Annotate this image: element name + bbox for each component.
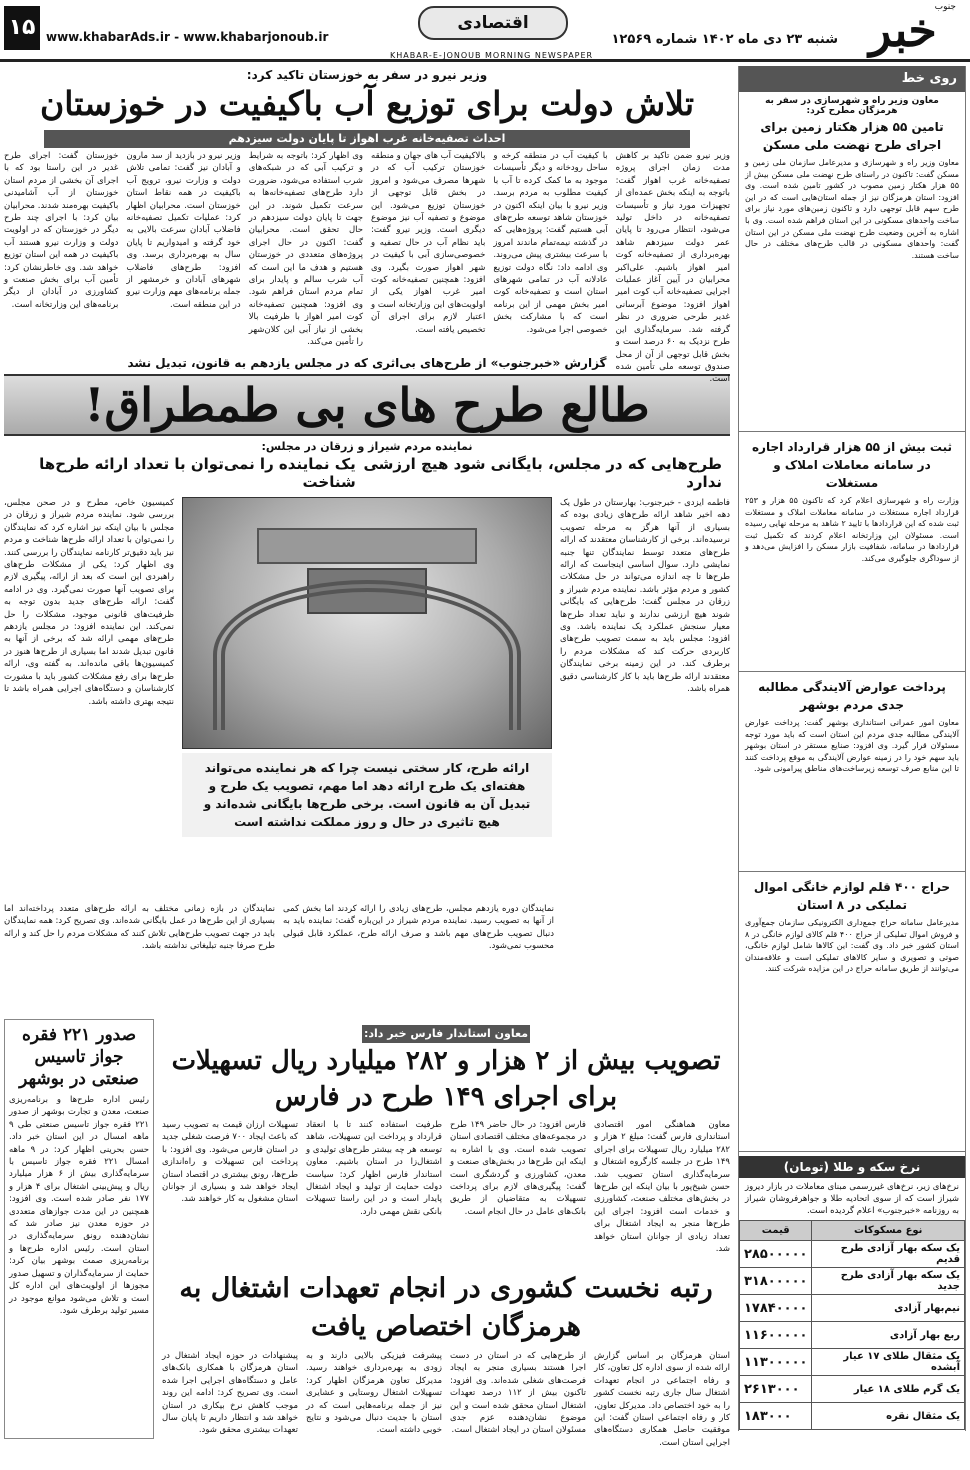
sidebar-block (739, 672, 965, 872)
story1-column: بالاکیفیت آب های جهان و منطقه خوزستان ترکیب آب که در شهرها مصرف می‌شود و امروز در بخش قابل توجهی از خوزستان توزیع می‌شود. این موضوع و تصفیه آب نیز موضوع دیگری است. وزیر نیرو گفت: باید نظام آب در حال تصفیه و خصوصی‌سازی آبی با کیفیت در شهر اهواز صورت بگیرد. وی افزود: همچنین تصفیه‌خانه کوت امیر غرب اهواز یکی از اولویت‌های این وزارتخانه است و اعتبار لازم برای اجرای آن تخصیص یافته است. (371, 151, 486, 335)
story4-headline[interactable]: رتبه نخست کشوری در انجام تعهدات اشتغال به هرمزگان اختصاص یافت (179, 1273, 713, 1342)
sidebar-headline[interactable]: حراج ۴۰۰ قلم لوازم خانگی اموال تملیکی در ۸ استان (753, 880, 951, 912)
sidebar-body: معاون وزیر راه و شهرسازی و مدیرعامل سازمان ملی زمین و مسکن گفت: تاکنون در راستای طرح نهضت ملی مسکن بیش از ۵۵ هزار هکتار زمین مصوب در کشور تامین شده است. وی افزود: استان هرمزگان نیز از جمله استان‌هایی است که در این طرح سهم قابل توجهی دارد و تاکنون زمین‌های مورد نیاز برای ساخت واحدهای مسکونی در این استان فراهم شده است. وی با اشاره به آخرین وضعیت طرح نهضت ملی مسکن در این استان گفت: واحدهای مسکونی در قالب طرح‌های مختلف در حال ساخت هستند. (745, 158, 959, 260)
page-number: ۱۵ (4, 6, 40, 50)
story1-column: با کیفیت آب در منطقه کرخه و ساحل رودخانه و دیگر تأسیسات موجود به ما کمک کرده تا آب با کیفیت مطلوب به مردم برسد. وزیر نیرو با بیان اینکه اکنون در خوزستان شاهد توسعه طرح‌های آبی هستیم گفت: پروژه‌هایی که در گذشته نیمه‌تمام ماندند امروز با سرعت بیشتری پیش می‌روند. وی ادامه داد: نگاه دولت توزیع عادلانه آب در تمامی شهرهای استان است و تصفیه‌خانه کوت امیر بخش مهمی از این برنامه است که با مشارکت بخش خصوصی اجرا می‌شود. (493, 151, 608, 335)
story1-headline[interactable]: تلاش دولت برای توزیع آب باکیفیت در خوزستان (39, 84, 695, 123)
sidebar-kicker: معاون وزیر راه و شهرسازی در سفر به هرمزگان مطرح کرد: (765, 96, 939, 116)
story2-column: نمایندگان در بازه زمانی مختلف به ارائه طرح‌های متعدد پرداخته‌اند اما بسیاری از این طرح‌ها در عمل بایگانی شده‌اند. وی تصریح کرد: همه نمایندگان باید در جهت تصویب طرح‌هایی تلاش کنند که مشکلات مردم را حل کند و ارائه طرح صرفا جنبه تبلیغاتی نداشته باشد. (4, 904, 275, 952)
price-col-price: قیمت (740, 1221, 812, 1241)
coin-name: یک مثقال طلای ۱۷ عیار آبشده (812, 1349, 965, 1376)
coin-name: نیم‌بهار آزادی (812, 1295, 965, 1322)
left-box-headline[interactable]: صدور ۲۲۱ فقره جواز تاسیس صنعتی در بوشهر (19, 1025, 139, 1089)
sidebar-headline[interactable]: تامین ۵۵ هزار هکتار زمین برای اجرای طرح نهضت ملی مسکن (760, 120, 944, 152)
price-row (740, 1376, 965, 1403)
coin-price: ۱۱۶۰۰۰۰۰ (740, 1322, 812, 1349)
section-label: اقتصادی (418, 6, 568, 40)
story1-column: وی اظهار کرد: باتوجه به شرایط و ترکیب آبی که در شبکه‌های شرب استفاده می‌شود، ضرورت دارد طرح‌های تصفیه‌خانه‌ها به سرعت تکمیل شوند. در این جهت تا پایان دولت سیزدهم در حال تحقق است. محرابیان گفت: اکنون در حال اجرای پروژه‌های متعددی در خوزستان هستیم و هدف ما این است که آب شرب سالم و پایدار برای تمام مردم استان فراهم شود. وی افزود: همچنین تصفیه‌خانه کوت امیر اهواز با ظرفیت بالا بخشی از نیاز آبی این کلان‌شهر را تأمین می‌کند. (248, 151, 364, 348)
sidebar (738, 66, 966, 1431)
coin-price: ۲۸۵۰۰۰۰۰ (740, 1241, 812, 1268)
website-urls[interactable]: www.khabarAds.ir - www.khabarjonoub.ir (46, 30, 329, 44)
coin-price: ۲۶۱۳۰۰۰ (740, 1376, 812, 1403)
price-row (740, 1349, 965, 1376)
coin-name: یک سکه بهار آزادی طرح قدیم (812, 1241, 965, 1268)
story2-report-tag: گزارش «خبرجنوب» از طرح‌های بی‌اثری که در مجلس یازدهم به قانون، تبدیل نشد (127, 356, 607, 370)
price-row (740, 1322, 965, 1349)
story4-column: از طرح‌هایی که در استان در دست اجرا هستند بسیاری منجر به ایجاد فرصت‌های شغلی شده‌اند. وی افزود: تاکنون بیش از ۱۱۲ درصد تعهدات اشتغال استان محقق شده است و این موضوع نشان‌دهنده عزم جدی مسئولان استان در ایجاد اشتغال است. (450, 1351, 586, 1436)
sidebar-tag: روی خط (739, 66, 965, 92)
story2-banner-headline[interactable]: طالع طرح های بی طمطراق! (4, 374, 730, 436)
sidebar-headline[interactable]: پرداخت عوارض آلایندگی مطالبه جدی مردم بوشهر (758, 680, 946, 712)
masthead (0, 0, 970, 62)
coin-price: ۱۷۸۴۰۰۰۰ (740, 1295, 812, 1322)
parliament-photo (182, 497, 552, 749)
sidebar-headline[interactable]: ثبت بیش از ۵۵ هزار قرارداد اجاره در سامانه معاملات املاک و مستغلات (751, 440, 953, 490)
english-title: KHABAR-E-JONOUB MORNING NEWSPAPER (390, 51, 594, 60)
story3-column: طرفیت استفاده کنند تا با انعقاد قرارداد و پرداخت این تسهیلات، شاهد توسعه هر چه بیشتر طرح‌های تولیدی و اشتغال‌زا در استان باشیم. معاون استاندار فارس اظهار کرد: سیاست دولت حمایت از تولید و ایجاد اشتغال پایدار است و در این راستا تسهیلات بانکی نقش مهمی دارد. (306, 1120, 442, 1217)
coin-name: یک مثقال نقره (812, 1403, 965, 1430)
sidebar-block (739, 432, 965, 672)
sidebar-body: وزارت راه و شهرسازی اعلام کرد که تاکنون ۵۵ هزار و ۲۵۳ قرارداد اجاره مستغلات در سامانه معاملات املاک و مستغلات ثبت شده که این قراردادها با تایید ۲ شاهد به مرحله نهایی رسیده است. مسئولان این وزارتخانه اعلام کردند که تکمیل ثبت قراردادها در سامانه، شفافیت بازار مسکن را افزایش می‌دهد و از سوداگری جلوگیری می‌کند. (745, 496, 959, 563)
bushehr-permits-box (4, 1019, 154, 1439)
newspaper-logo-sub: جنوب (934, 2, 956, 12)
story4-column: استان هرمزگان بر اساس گزارش ارائه شده از سوی اداره کل تعاون، کار و رفاه اجتماعی در انجام تعهدات اشتغال سال جاری رتبه نخست کشور را به خود اختصاص داد. مدیرکل تعاون، کار و رفاه اجتماعی استان گفت: این موفقیت حاصل همکاری دستگاه‌های اجرایی استان است. (594, 1351, 730, 1448)
story1-column: خوزستان گفت: اجرای طرح غدیر در این راستا بود که با اجرای آن بخشی از مردم استان خوزستان از آب آشامیدنی باکیفیت بهره‌مند شدند. محرابیان بیان کرد: با اجرای چند طرح دیگر در خوزستان که در اولویت دولت و وزارت نیرو هستند آب باکیفیت در همه این استان توزیع خواهد شد. وی خاطرنشان کرد: تأمین آب برای بخش صنعت و کشاورزی در آبادان از دیگر برنامه‌های این وزارتخانه است. (4, 151, 119, 310)
sidebar-block (739, 92, 965, 432)
story2-subhead-right: طرح‌هایی که در مجلس، بایگانی شود هیچ ارزشی ندارد (363, 455, 722, 491)
left-box-body: رئیس اداره طرح‌ها و برنامه‌ریزی صنعت، معدن و تجارت بوشهر از صدور ۲۲۱ فقره جواز تاسیس صنعتی طی ۹ ماهه امسال در این استان خبر داد. حسن بحرینی اظهار کرد: در ۹ ماهه امسال ۲۲۱ فقره جواز تاسیس با سرمایه‌گذاری بیش از ۶ هزار میلیارد ریال و پیش‌بینی اشتغال برای ۴ هزار و ۱۷۷ نفر صادر شده است. وی افزود: همچنین در این مدت جوازهای متعددی در حوزه معدن نیز صادر شد که نشان‌دهنده رونق سرمایه‌گذاری در استان است. رئیس اداره طرح‌ها و برنامه‌ریزی صمت بوشهر بیان کرد: حمایت از سرمایه‌گذاران و تسهیل صدور مجوزها از اولویت‌های این اداره کل است و تلاش می‌شود موانع موجود در مسیر تولید برطرف شود. (9, 1095, 149, 1316)
story1-kicker: وزیر نیرو در سفر به خوزستان تاکید کرد: (246, 68, 488, 82)
price-row (740, 1403, 965, 1430)
story1-column: وزیر نیرو در بازدید از سد مارون و آبادان نیز گفت: تمامی تلاش دولت و وزارت نیرو، ترویج آب باکیفیت در همه نقاط استان خوزستان است. محرابیان اظهار کرد: عملیات تکمیل تصفیه‌خانه فاضلاب آبادان سرعت بالایی به خود گرفته و امیدواریم تا پایان سال به بهره‌برداری برسد. وی افزود: طرح‌های فاضلاب شهرهای آبادان و خرمشهر از جمله برنامه‌های مهم وزارت نیرو در این منطقه است. (126, 151, 241, 310)
story4-column: پیشرفت فیزیکی بالایی دارند و به زودی به بهره‌برداری خواهند رسید. مدیرکل تعاون هرمزگان اظهار کرد: تسهیلات اشتغال روستایی و عشایری نیز از جمله برنامه‌هایی است که در استان با جدیت دنبال می‌شود و نتایج خوبی داشته است. (306, 1351, 442, 1436)
coin-name: یک سکه بهار آزادی طرح جدید (812, 1268, 965, 1295)
story2-column: نمایندگان دوره یازدهم مجلس، طرح‌های زیادی را ارائه کردند اما بخش کمی از آنها به تصویب رسید. نماینده مردم شیراز در این‌باره گفت: نماینده باید به دنبال تصویب طرح‌های مهم باشد و صرف ارائه طرح، عملکرد قابل قبولی محسوب نمی‌شود. (283, 904, 554, 952)
coin-price: ۱۸۳۰۰۰ (740, 1403, 812, 1430)
sidebar-body: مدیرعامل سامانه حراج جمع‌داری الکترونیکی سازمان جمع‌آوری و فروش اموال تملیکی از حراج ۴۰۰ قلم کالای لوازم خانگی در ۸ استان کشور خبر داد. وی گفت: این کالاها شامل لوازم خانگی، صوتی و تصویری و سایر کالاهای تملیکی است و علاقه‌مندان می‌توانند از طریق سامانه حراج در این مزایده شرکت کنند. (745, 918, 960, 974)
coin-name: ربع بهار آزادی (812, 1322, 965, 1349)
newspaper-logo: خبر (869, 3, 937, 57)
coin-price: ۳۱۸۰۰۰۰۰ (740, 1268, 812, 1295)
price-row (740, 1241, 965, 1268)
sidebar-block (739, 872, 965, 1152)
gold-price-box (739, 1156, 965, 1430)
photo-dais-back (257, 528, 477, 564)
story1-subheading: احداث تصفیه‌خانه غرب اهواز تا پایان دولت سیزدهم (44, 130, 690, 148)
story3-kicker: معاون استاندار فارس خبر داد: (362, 1025, 530, 1043)
price-row (740, 1268, 965, 1295)
price-col-type: نوع مسکوکات (812, 1221, 965, 1241)
price-table-title: نرخ سکه و طلا (تومان) (739, 1156, 965, 1178)
coin-name: یک گرم طلای ۱۸ عیار (812, 1376, 965, 1403)
story3-column: معاون هماهنگی امور اقتصادی استانداری فارس گفت: مبلغ ۲ هزار و ۲۸۲ میلیارد ریال تسهیلات برای اجرای ۱۴۹ طرح در جلسه کارگروه اشتغال و سرمایه‌گذاری استان تصویب شد. حسن شیخ‌پور با بیان اینکه این طرح‌ها در بخش‌های مختلف صنعت، کشاورزی و خدمات است افزود: اجرای این طرح‌ها منجر به ایجاد اشتغال برای تعداد زیادی از جوانان استان خواهد شد. (594, 1120, 730, 1255)
price-row (740, 1295, 965, 1322)
story-hormozgan-jobs (162, 1266, 730, 1470)
story-parliament-bills (4, 356, 730, 1013)
story4-column: پیشنهادات در حوزه ایجاد اشتغال در استان هرمزگان با همکاری بانک‌های عامل و دستگاه‌های اجرایی اجرا شده است. وی تصریح کرد: ادامه این روند موجب کاهش نرخ بیکاری در استان خواهد شد و انتظار داریم تا پایان سال تعهدات بیشتری محقق شود. (162, 1351, 298, 1436)
price-table-note: نرخ‌های زیر، نرخ‌های غیررسمی مبنای معاملات در بازار دیروز شیراز است که از سوی اتحادیه طلا و جواهرفروشان شیراز به روزنامه «خبرجنوب» اعلام گردیده است. (745, 1182, 959, 1216)
sidebar-body: معاون امور عمرانی استانداری بوشهر گفت: پرداخت عوارض آلایندگی مطالبه جدی مردم این استان است که باید مورد توجه مسئولان قرار گیرد. وی افزود: صنایع مستقر در استان بوشهر باید سهم خود را در زمینه عوارض آلایندگی به موقع پرداخت کنند تا این منابع صرف توسعه زیرساخت‌های مناطق پیرامونی شود. (745, 718, 959, 774)
story2-column-right: فاطمه ایزدی - خبرجنوب: بهارستان در طول یک دهه اخیر شاهد ارائه طرح‌های زیادی بوده که بسیاری از آنها هرگز به مرحله تصویب نرسیده‌اند. برخی از کارشناسان معتقدند که ارائه طرح‌های متعدد توسط نمایندگان تنها جنبه نمایشی دارد. سوال اساسی اینجاست که ارائه طرح‌ها تا چه اندازه می‌تواند در حل مشکلات کشور و مردم مؤثر باشد. نماینده مردم شیراز و زرقان در مجلس گفت: طرح‌هایی که بایگانی شوند هیچ ارزشی ندارند و نباید تعداد طرح‌ها معیار سنجش عملکرد یک نماینده باشد. وی افزود: مجلس باید به سمت تصویب طرح‌های کاربردی حرکت کند که مشکلات مردم را برطرف کند. در این زمینه برخی نمایندگان معتقدند ارائه طرح‌ها باید با کار کارشناسی دقیق همراه باشد. (560, 498, 730, 695)
story2-pull-quote: ارائه طرح، کار سختی نیست چرا که هر نماینده می‌تواند هفته‌ای یک طرح ارائه دهد اما مهم، تصویب یک طرح و تبدیل آن به قانون است. برخی طرح‌ها بایگانی شده‌اند و هیچ تاثیری در حال و روز مملکت نداشته است (182, 753, 552, 837)
story3-column: تسهیلات ارزان قیمت به تصویب رسید که باعث ایجاد ۷۰۰ فرصت شغلی جدید در استان فارس می‌شود. وی افزود: با پرداخت این تسهیلات و راه‌اندازی طرح‌ها، رونق بیشتری در اقتصاد استان ایجاد خواهد شد و بسیاری از جوانان استان مشغول به کار خواهند شد. (162, 1120, 298, 1205)
issue-date: شنبه ۲۳ دی ماه ۱۴۰۲ شماره ۱۲۵۶۹ (611, 32, 838, 47)
story3-column: فارس افزود: در حال حاضر ۱۴۹ طرح در مجموعه‌های مختلف اقتصادی استان تصویب شده است. وی با اشاره به اینکه این طرح‌ها در بخش‌های صنعت و معدن، کشاورزی و گردشگری است گفت: پیگیری‌های لازم برای پرداخت تسهیلات به متقاضیان از طریق بانک‌های عامل در حال انجام است. (450, 1120, 586, 1217)
story2-intro: نماینده مردم شیراز و زرقان در مجلس: (261, 440, 473, 453)
coin-price: ۱۱۳۰۰۰۰۰ (740, 1349, 812, 1376)
story2-subhead-left: یک نماینده را نمی‌توان با تعداد ارائه طرح‌ها شناخت (39, 455, 356, 491)
story3-headline[interactable]: تصویب بیش از ۲ هزار و ۲۸۲ میلیارد ریال تسهیلات برای اجرای ۱۴۹ طرح در فارس (171, 1046, 721, 1112)
price-table-header (740, 1221, 965, 1241)
story1-column: وزیر نیرو ضمن تاکید بر کاهش مدت زمان اجرای پروژه تصفیه‌خانه غرب اهواز گفت: باتوجه به اینکه بخش عمده‌ای از تجهیزات مورد نیاز و تأسیسات تصفیه‌خانه در داخل تولید می‌شود، انتظار می‌رود تا پایان عمر دولت سیزدهم شاهد بهره‌برداری از تصفیه‌خانه کوت امیر اهواز باشیم. علی‌اکبر محرابیان در آیین آغاز عملیات اجرایی تصفیه‌خانه آب کوت امیر اهواز افزود: موضوع آبرسانی غدیر طرحی ضروری در نظر گرفته شد. سرمایه‌گذاری این طرح نزدیک به ۶۰ درصد است و بخش قابل توجهی از آن از محل صندوق توسعه ملی تأمین شده است. (615, 151, 730, 385)
story2-column-left: کمیسیون خاص، مطرح و در صحن مجلس، بررسی شود. نماینده مردم شیراز و زرقان در مجلس با بیان اینکه نیز اشاره کرد که نمایندگان را نمی‌توان با تعداد ارائه طرح‌ها شناخت و مردم نیز باید دقیق‌تر کارنامه نمایندگان را بررسی کنند. وی اظهار کرد: یکی از مشکلات طرح‌های راهبردی این است که بعد از ارائه، پیگیری لازم برای تصویب آنها صورت نمی‌گیرد. وی در ادامه گفت: ارائه طرح‌های جدید بدون توجه به ظرفیت‌های قانونی موجود، مشکلات را حل نمی‌کند. این نماینده افزود: در مجلس یازدهم طرح‌های مهمی ارائه شد که برخی از آنها به قانون تبدیل شدند اما بسیاری از طرح‌ها هنوز در کمیسیون‌ها باقی مانده‌اند. به گفته وی، ارائه طرح‌ها برای رفع مشکلات کشور باید با مشورت کارشناسان و دستگاه‌های اجرایی همراه باشد تا نتیجه بهتری داشته باشد. (4, 498, 174, 707)
main-content (4, 66, 730, 1448)
photo-seating-rows (213, 580, 521, 730)
price-table (739, 1220, 965, 1430)
